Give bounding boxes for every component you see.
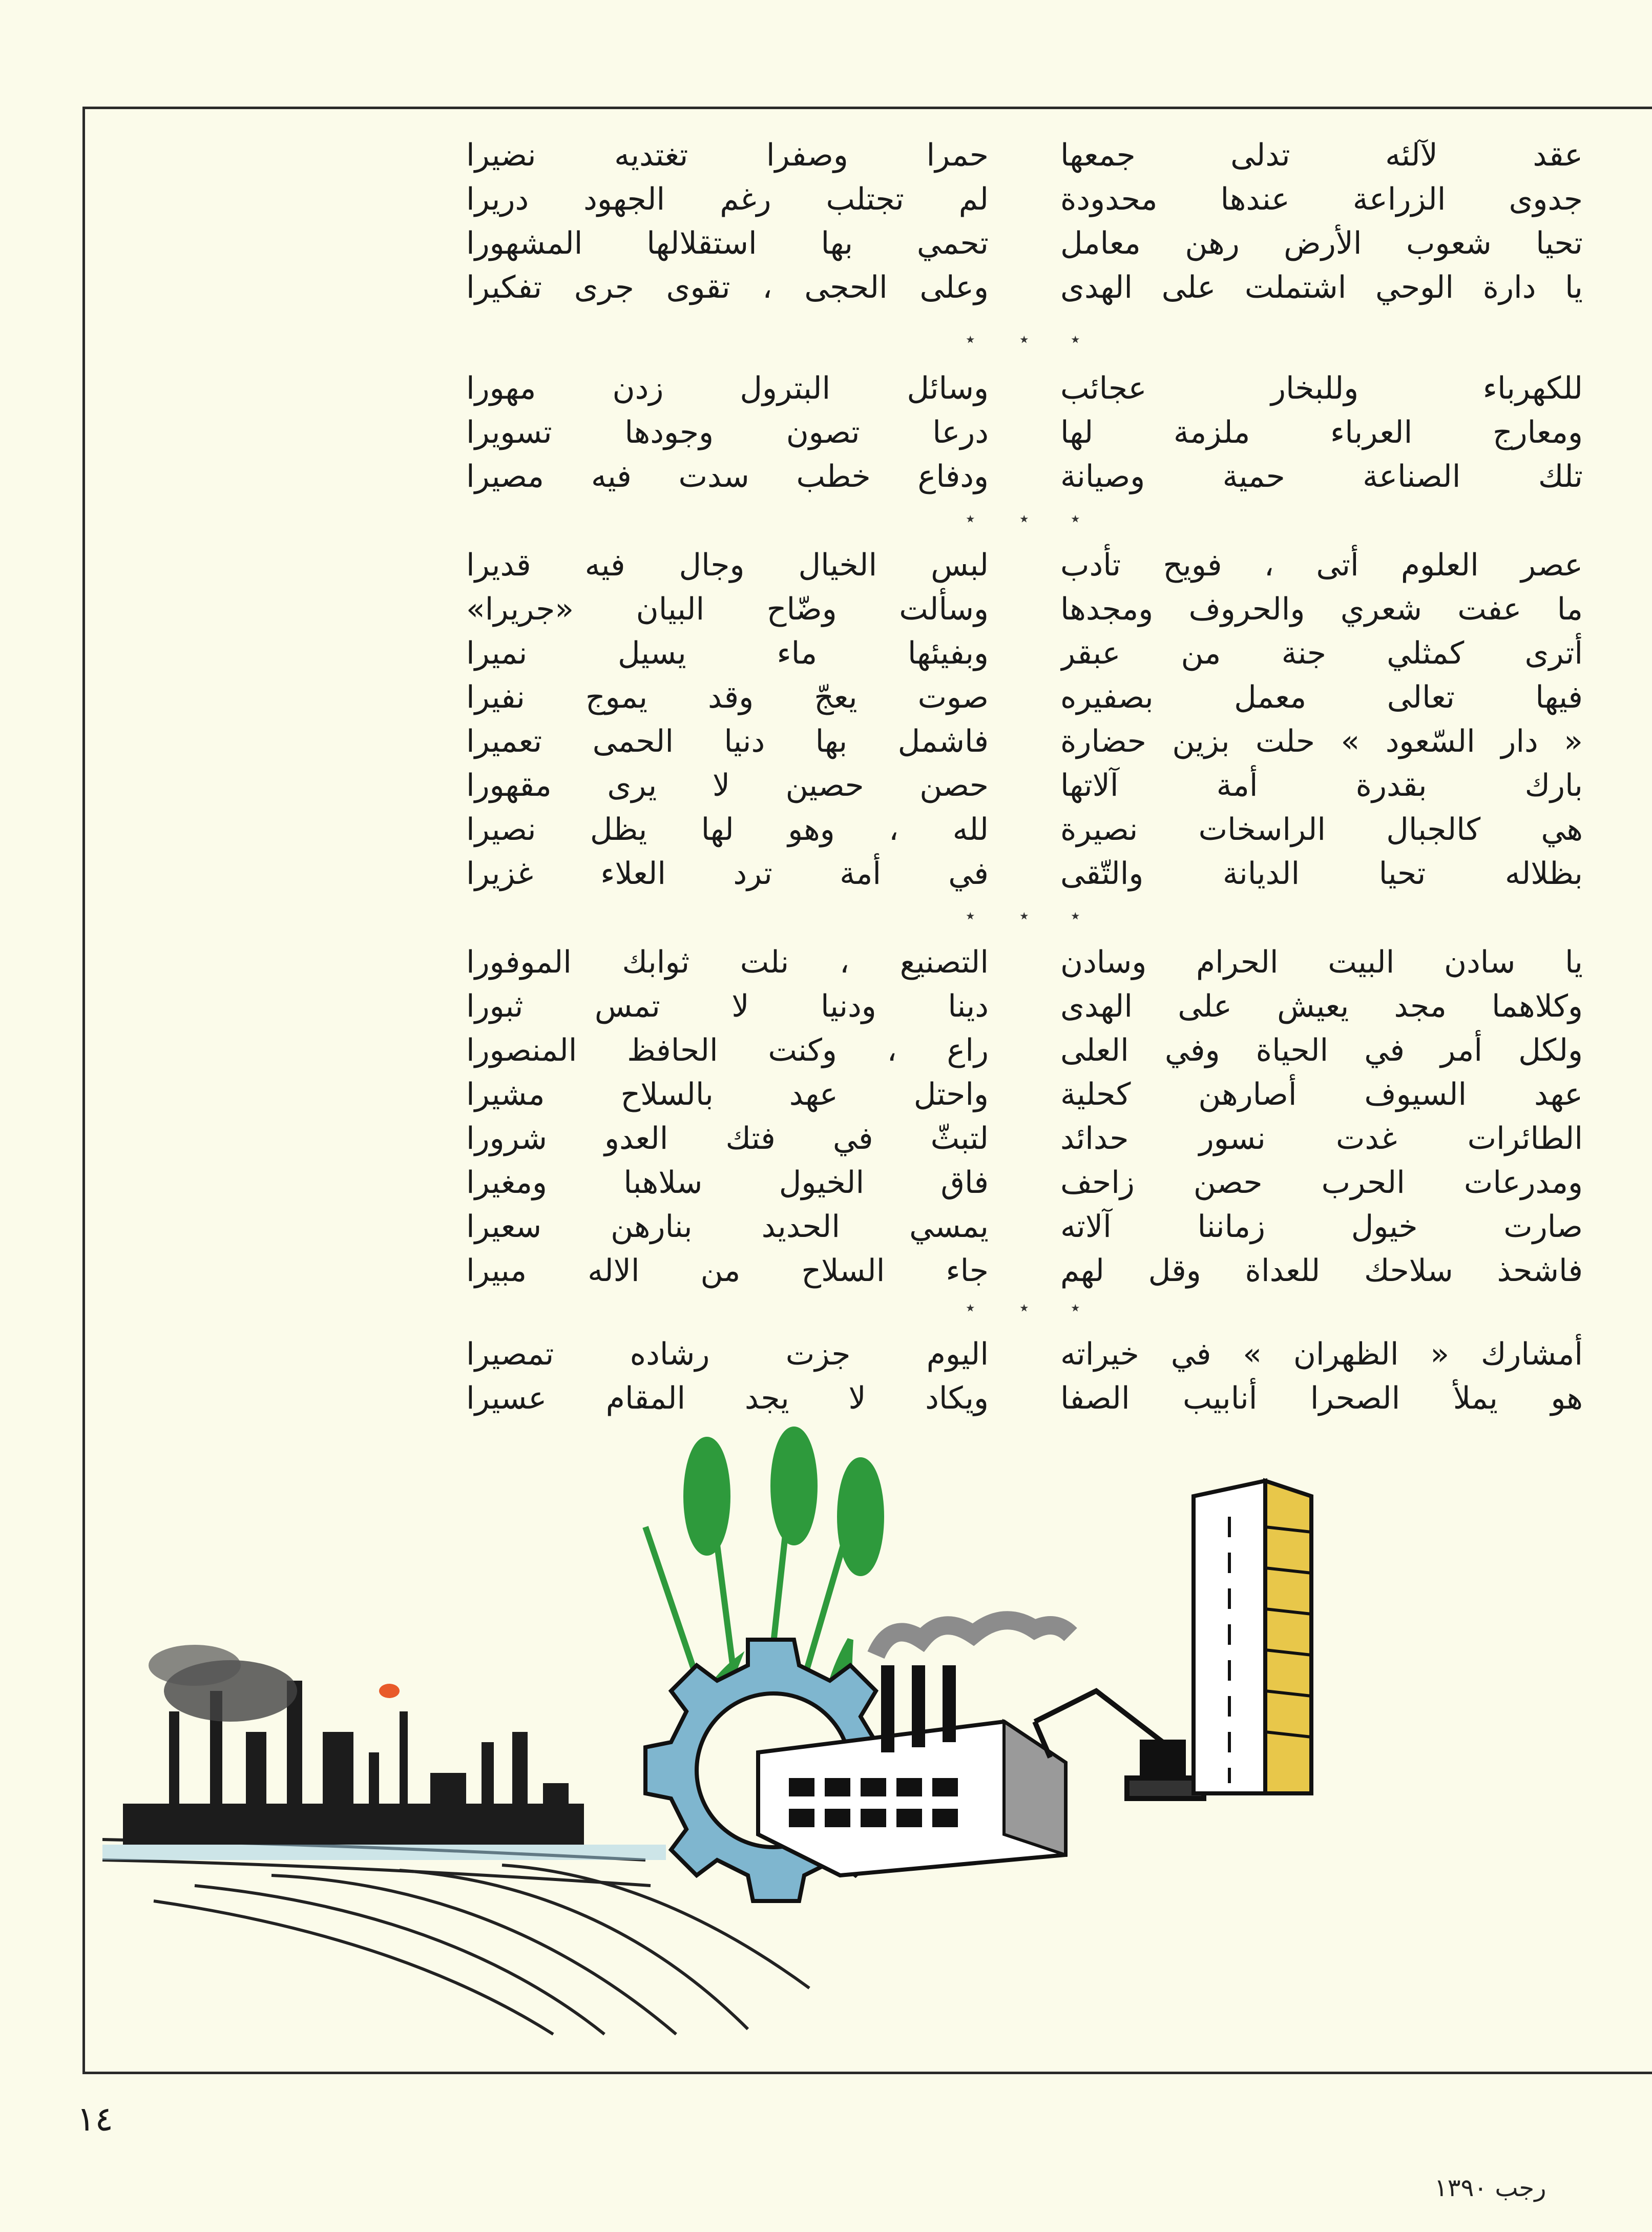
verse-line: وسائل البترول زدن مهورا (466, 370, 989, 406)
verse-line: واحتل عهد بالسلاح مشيرا (466, 1077, 989, 1112)
verse-line: ولكل أمر في الحياة وفي العلى (1060, 1032, 1583, 1068)
verse-line: حمرا وصفرا تغتديه نضيرا (466, 137, 989, 173)
verse-line: ومعارج العرباء ملزمة لها (1060, 415, 1583, 450)
verse-line: لبس الخيال وجال فيه قديرا (466, 547, 989, 583)
verse-line: لله ، وهو لها يظل نصيرا (466, 812, 989, 848)
stanza-separator: ٭ (966, 905, 975, 926)
verse-line: وسألت وضّاح البيان «جريرا» (466, 591, 989, 627)
verse-line: بظلاله تحيا الديانة والتّقى (1060, 856, 1583, 892)
verse-line: ويكاد لا يجد المقام عسيرا (466, 1380, 989, 1416)
building-icon (1194, 1481, 1311, 1793)
verse-line: وعلى الحجى ، تقوى جرى تفكيرا (466, 270, 989, 305)
verse-line: تلك الصناعة حمية وصيانة (1060, 459, 1583, 494)
verse-line: فاشحذ سلاحك للعداة وقل لهم (1060, 1253, 1583, 1289)
verse-line: الطائرات غدت نسور حدائد (1060, 1121, 1583, 1156)
verse-line: صوت يعجّ وقد يموج نفيرا (466, 679, 989, 715)
stanza-separator: ٭ (1071, 1297, 1080, 1318)
verse-line: بارك بقدرة أمة آلاتها (1060, 768, 1583, 803)
verse-line: فاشمل بها دنيا الحمى تعميرا (466, 724, 989, 759)
verse-line: يا دارة الوحي اشتملت على الهدى (1060, 270, 1583, 305)
stanza-separator: ٭ (1019, 905, 1029, 926)
stanza-separator: ٭ (966, 1297, 975, 1318)
refinery-icon (123, 1645, 584, 1845)
verse-line: في أمة ترد العلاء غزيرا (466, 856, 989, 892)
verse-line: لتبثّ في فتك العدو شرورا (466, 1121, 989, 1156)
verse-line: صارت خيول زماننا آلاته (1060, 1209, 1583, 1245)
verse-line: حصن حصين لا يرى مقهورا (466, 768, 989, 803)
verse-line: اليوم جزت رشاده تمصيرا (466, 1336, 989, 1372)
verse-line: ودفاع خطب سدت فيه مصيرا (466, 459, 989, 494)
verse-line: درعا تصون وجودها تسويرا (466, 415, 989, 450)
page-number: ١٤ (77, 2099, 113, 2139)
verse-line: هي كالجبال الراسخات نصيرة (1060, 812, 1583, 848)
verse-line: للكهرباء وللبخار عجائب (1060, 370, 1583, 406)
industry-illustration (92, 1424, 1332, 2039)
stanza-separator: ٭ (1019, 329, 1029, 349)
verse-line: عصر العلوم أتى ، فويح تأدب (1060, 547, 1583, 583)
verse-line: هو يملأ الصحرا أنابيب الصفا (1060, 1380, 1583, 1416)
verse-line: لم تجتلب رغم الجهود دريرا (466, 181, 989, 217)
water-strip (102, 1845, 666, 1860)
verse-line: وبفيئها ماء يسيل نميرا (466, 635, 989, 671)
verse-line: تحمي بها استقلالها المشهورا (466, 225, 989, 261)
issue-date: رجب ١٣٩٠ (1434, 2174, 1546, 2202)
verse-line: ما عفت شعري والحروف ومجدها (1060, 591, 1583, 627)
stanza-separator: ٭ (1071, 905, 1080, 926)
verse-line: دينا ودنيا لا تمس ثبورا (466, 988, 989, 1024)
verse-line: تحيا شعوب الأرض رهن معامل (1060, 225, 1583, 261)
stanza-separator: ٭ (1019, 1297, 1029, 1318)
verse-line: أمشارك « الظهران » في خيراته (1060, 1336, 1583, 1372)
stanza-separator: ٭ (1071, 329, 1080, 349)
verse-line: التصنيع ، نلت ثوابك الموفورا (466, 944, 989, 980)
verse-line: عقد لآلئه تدلى جمعها (1060, 137, 1583, 173)
stanza-separator: ٭ (1071, 508, 1080, 529)
verse-line: فاق الخيول سلاهبا ومغيرا (466, 1165, 989, 1201)
poem (0, 133, 1652, 1424)
verse-line: عهد السيوف أصارهن كحلية (1060, 1077, 1583, 1112)
verse-line: أترى كمثلي جنة من عبقر (1060, 635, 1583, 671)
verse-line: يمسي الحديد بنارهن سعيرا (466, 1209, 989, 1245)
verse-line: فيها تعالى معمل بصفيره (1060, 679, 1583, 715)
verse-line: جاء السلاح من الاله مبيرا (466, 1253, 989, 1289)
factory-icon (758, 1620, 1071, 1875)
verse-line: وكلاهما مجد يعيش على الهدى (1060, 988, 1583, 1024)
verse-line: يا سادن البيت الحرام وسادن (1060, 944, 1583, 980)
stanza-separator: ٭ (966, 329, 975, 349)
stanza-separator: ٭ (1019, 508, 1029, 529)
verse-line: جدوى الزراعة عندها محدودة (1060, 181, 1583, 217)
verse-line: راع ، وكنت الحافظ المنصورا (466, 1032, 989, 1068)
verse-line: ومدرعات الحرب حصن زاحف (1060, 1165, 1583, 1201)
verse-line: « دار السّعود » حلت بزين حضارة (1060, 724, 1583, 759)
stanza-separator: ٭ (966, 508, 975, 529)
